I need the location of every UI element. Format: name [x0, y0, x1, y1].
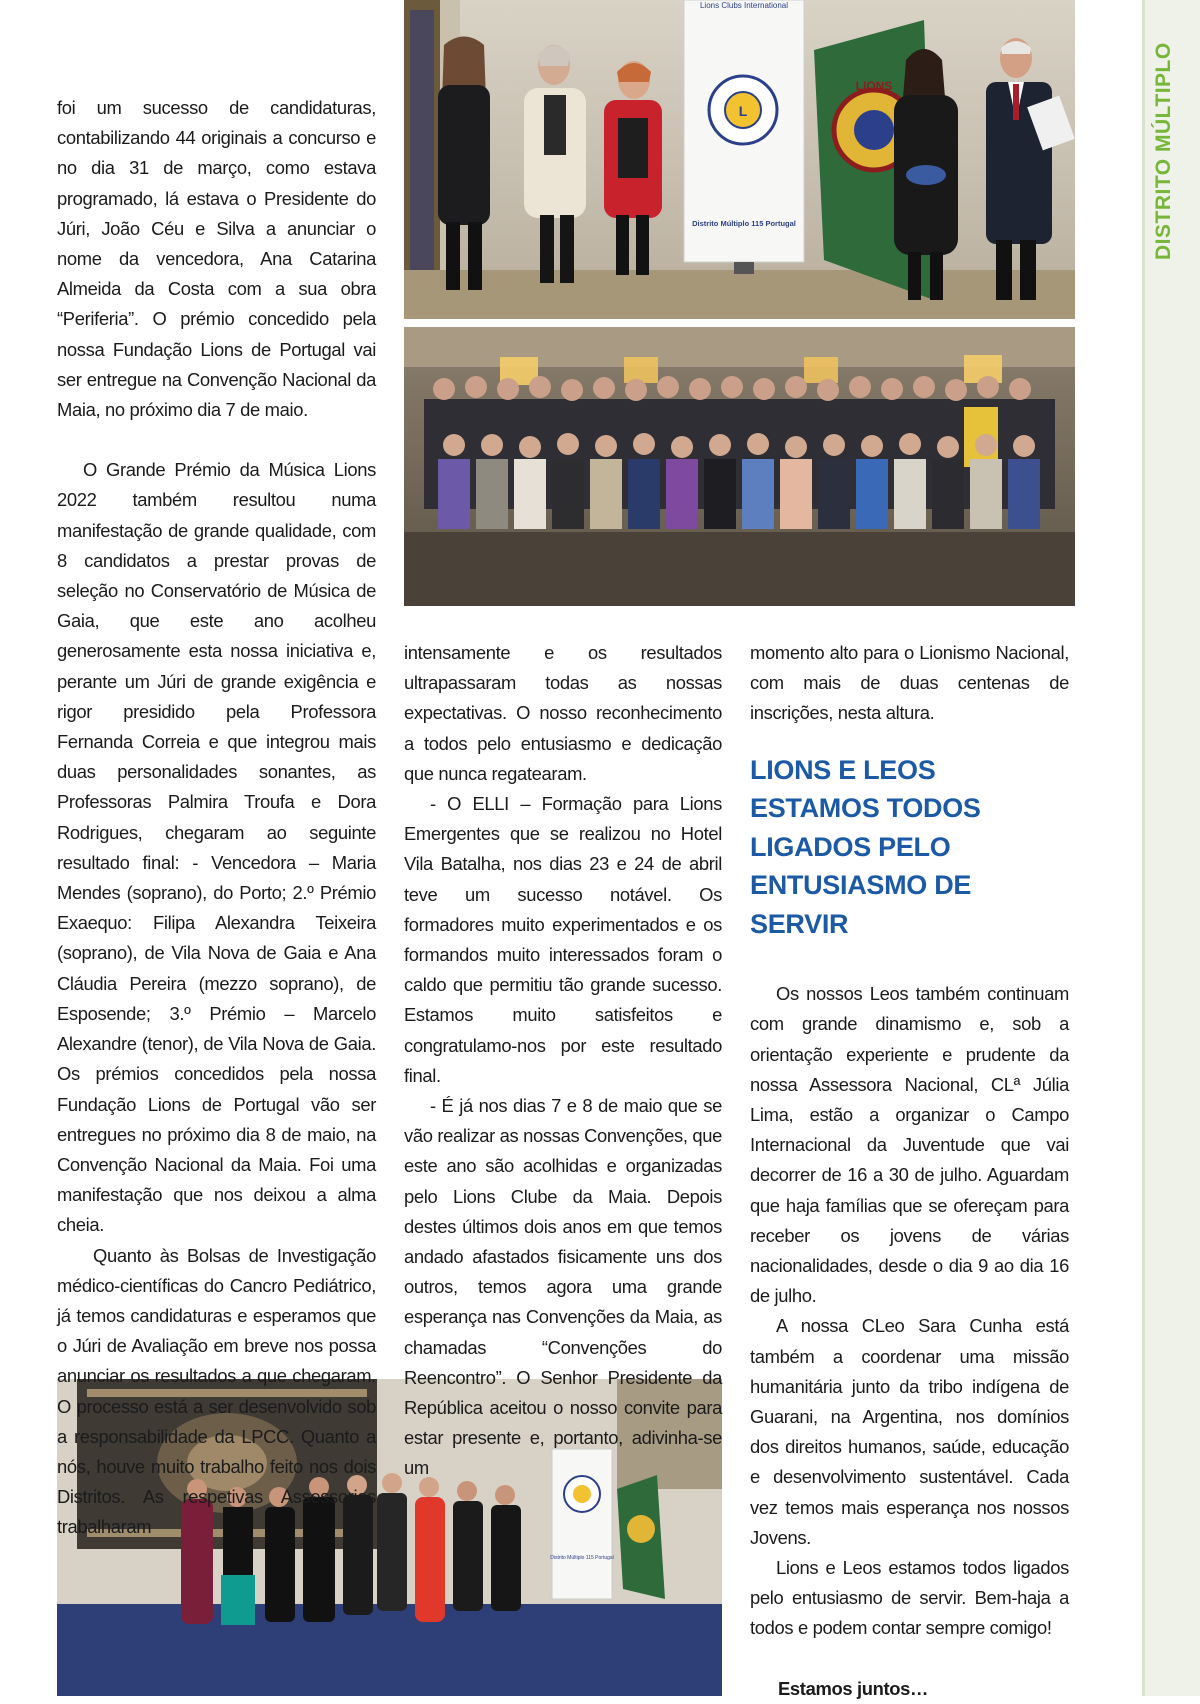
text-column-3 — [750, 638, 1069, 1704]
col2-paragraph-1: intensamente e os resultados ultrapassaram todas as nossas expectativas. O nosso reconhecimento a todos pelo entusiasmo e dedicação que nunca regatearam. — [404, 642, 722, 784]
section-label: DISTRITO MÚLTIPLO — [1152, 42, 1175, 260]
sign-off: Estamos juntos… — [778, 1677, 929, 1699]
photo-award-ceremony-image — [404, 0, 1075, 319]
col3-paragraph-1: momento alto para o Lionismo Nacional, com mais de duas centenas de inscrições, nesta altura. — [750, 642, 1069, 724]
svg-text:L: L — [738, 103, 748, 119]
col1-paragraph-1: foi um sucesso de candidaturas, contabilizando 44 originais a concurso e no dia 31 de março, como estava programado, lá estava o Presidente do Júri, João Céu e Silva a anunciar o nome da vencedora, Ana Catarina Almeida da Costa com a sua obra “Periferia”. O prémio concedido pela nossa Fundação Lions de Portugal vai ser entregue na Convenção Nacional da Maia, no próximo dia 7 de maio. — [57, 97, 376, 421]
col2-paragraph-3: - É já nos dias 7 e 8 de maio que se vão realizar as nossas Convenções, que este ano são acolhidas e organizadas pelo Lions Clube da Maia. Depois destes últimos dois anos em que temos andado afastados fisicamente uns dos outros, temos agora uma grande esperança nas Convenções da Maia, as chamadas “Convenções do Reencontro”. O Senhor Presidente da República aceitou o nosso convite para estar presente e, portanto, adivinha-se um — [404, 1095, 722, 1479]
photo-group — [404, 327, 1075, 606]
section-heading: LIONS E LEOS ESTAMOS TODOS LIGADOS PELO ENTUSIASMO DE SERVIR — [750, 754, 981, 939]
banner-header-text: Lions Clubs International — [699, 1, 789, 10]
col1-paragraph-3: Quanto às Bolsas de Investigação médico-científicas do Cancro Pediátrico, já temos candidaturas e esperamos que o Júri de Avaliação em breve nos possa anunciar os resultados a que chegaram. O processo está a ser desenvolvido sob a responsabilidade da LPCC. Quanto a nós, houve muito trabalho feito nos dois Distritos. As respetivas Assessorias trabalharam — [57, 1244, 376, 1538]
flag-text: LIONS — [855, 79, 893, 93]
photo-group-image — [404, 327, 1075, 606]
col3-paragraph-4: Lions e Leos estamos todos ligados pelo entusiasmo de servir. Bem-haja a todos e podem contar sempre comigo! — [750, 1556, 1069, 1639]
banner-district-text: Distrito Múltiplo 115 Portugal — [692, 219, 796, 228]
col2-paragraph-2: - O ELLI – Formação para Lions Emergentes que se realizou no Hotel Vila Batalha, nos dias 23 e 24 de abril teve um sucesso notável. Os formadores muito experimentados e os formandos muito interessados foram o caldo que permitiu tão grande sucesso. Estamos muito satisfeitos e congratulamo-nos por este resultado final. — [404, 793, 722, 1086]
col3-paragraph-3: A nossa CLeo Sara Cunha está também a coordenar uma missão humanitária junto da tribo indígena de Guarani, na Argentina, nos domínios dos direitos humanos, saúde, educação e desenvolvimento sustentável. Cada vez temos mais esperança nos nossos Jovens. — [750, 1315, 1069, 1548]
text-column-2 — [404, 638, 722, 1484]
text-column-1 — [57, 93, 376, 1543]
col1-paragraph-2: O Grande Prémio da Música Lions 2022 também resultou numa manifestação de grande qualidade, com 8 candidatos a prestar provas de seleção no Conservatório de Música de Gaia, que este ano acolheu generosamente esta nossa iniciativa e, perante um Júri de grande exigência e rigor presidido pela Professora Fernanda Correia e que integrou mais duas personalidades sonantes, as Professoras Palmira Troufa e Dora Rodrigues, chegaram ao seguinte resultado final: - Vencedora – Maria Mendes (soprano), do Porto; 2.º Prémio Exaequo: Filipa Alexandra Teixeira (soprano), de Vila Nova de Gaia e Ana Cláudia Pereira (mezzo soprano), de Esposende; 3.º Prémio – Marcelo Alexandre (tenor), de Vila Nova de Gaia. Os prémios concedidos pela nossa Fundação Lions de Portugal vão ser entregues no próximo dia 8 de maio, na Convenção Nacional da Maia. Foi uma manifestação que nos deixou a alma cheia. — [57, 459, 376, 1236]
banner-small-text: Distrito Múltiplo 115 Portugal — [550, 1555, 614, 1561]
photo-award-ceremony — [404, 0, 1075, 319]
col3-paragraph-2: Os nossos Leos também continuam com grande dinamismo e, sob a orientação experiente e prudente da nossa Assessora Nacional, CLª Júlia Lima, estão a organizar o Campo Internacional da Juventude que vai decorrer de 16 a 30 de julho. Aguardam que haja famílias que se ofereçam para receber os jovens de várias nacionalidades, desde o dia 9 ao dia 16 de julho. — [750, 983, 1069, 1307]
